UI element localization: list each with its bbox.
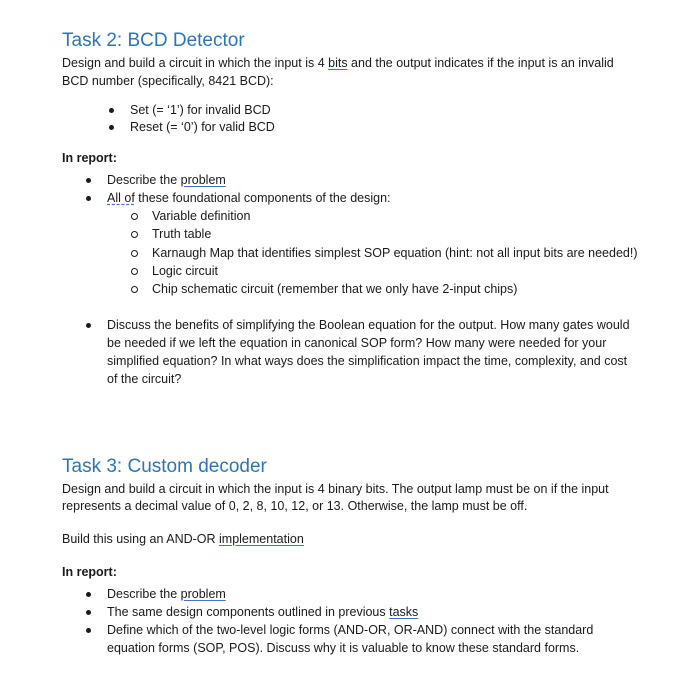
task2-discuss-line4: of the circuit? [107, 372, 182, 386]
task2-bullet-set: Set (= ‘1’) for invalid BCD [130, 103, 271, 117]
tasks-link[interactable]: tasks [389, 605, 419, 619]
task3-report-item-describe [107, 586, 226, 603]
subitem-karnaugh-map: Karnaugh Map that identifies simplest SOP equation (hint: not all input bits are needed!) [152, 246, 638, 260]
implementation-link[interactable]: implementation [219, 532, 304, 546]
task2-report-item-components [107, 190, 391, 207]
task3-build-line [62, 531, 304, 548]
bits-link[interactable]: bits [328, 56, 348, 70]
components-post: these foundational components of the design: [134, 191, 391, 205]
task3-report-item-same-design [107, 604, 418, 621]
task3-intro-line1: Design and build a circuit in which the input is 4 binary bits. The output lamp must be on if the input [62, 482, 609, 496]
subitem-chip-schematic: Chip schematic circuit (remember that we only have 2-input chips) [152, 282, 518, 296]
subitem-truth-table: Truth table [152, 227, 212, 241]
task2-intro-post: and the output indicates if the input is an invalid [347, 56, 614, 70]
task2-intro-pre: Design and build a circuit in which the input is 4 [62, 56, 329, 70]
task2-bullet-reset: Reset (= ‘0’) for valid BCD [130, 120, 275, 134]
subitem-variable-definition: Variable definition [152, 209, 251, 223]
problem-link[interactable]: problem [180, 173, 226, 187]
task3-intro-line2: represents a decimal value of 0, 2, 8, 10, 12, or 13. Otherwise, the lamp must be off. [62, 499, 528, 513]
task3-report-item-define-line1: Define which of the two-level logic forms (AND-OR, OR-AND) connect with the standard [107, 623, 594, 637]
subitem-logic-circuit: Logic circuit [152, 264, 218, 278]
task3-report-label: In report: [62, 565, 117, 579]
task3-heading: Task 3: Custom decoder [62, 456, 267, 477]
task2-heading: Task 2: BCD Detector [62, 30, 245, 51]
task2-discuss-line1: Discuss the benefits of simplifying the Boolean equation for the output. How many gates would [107, 318, 630, 332]
same-design-pre: The same design components outlined in previous [107, 605, 390, 619]
build-pre: Build this using an AND-OR [62, 532, 220, 546]
task3-describe-pre: Describe the [107, 587, 181, 601]
task2-report-item-describe [107, 172, 226, 189]
task2-report-label: In report: [62, 151, 117, 165]
task2-discuss-line3: simplified equation? In what ways does the simplification impact the time, complexity, and cost [107, 354, 628, 368]
describe-pre: Describe the [107, 173, 181, 187]
all-of-link[interactable]: All of [107, 191, 135, 205]
task2-intro-line2: BCD number (specifically, 8421 BCD): [62, 74, 274, 88]
task3-problem-link[interactable]: problem [180, 587, 226, 601]
task2-discuss-line2: be needed if we left the equation in canonical SOP form? How many were needed for your [107, 336, 607, 350]
task2-intro-line1 [62, 55, 614, 72]
task3-report-item-define-line2: equation forms (SOP, POS). Discuss why it is valuable to know these standard forms. [107, 641, 580, 655]
